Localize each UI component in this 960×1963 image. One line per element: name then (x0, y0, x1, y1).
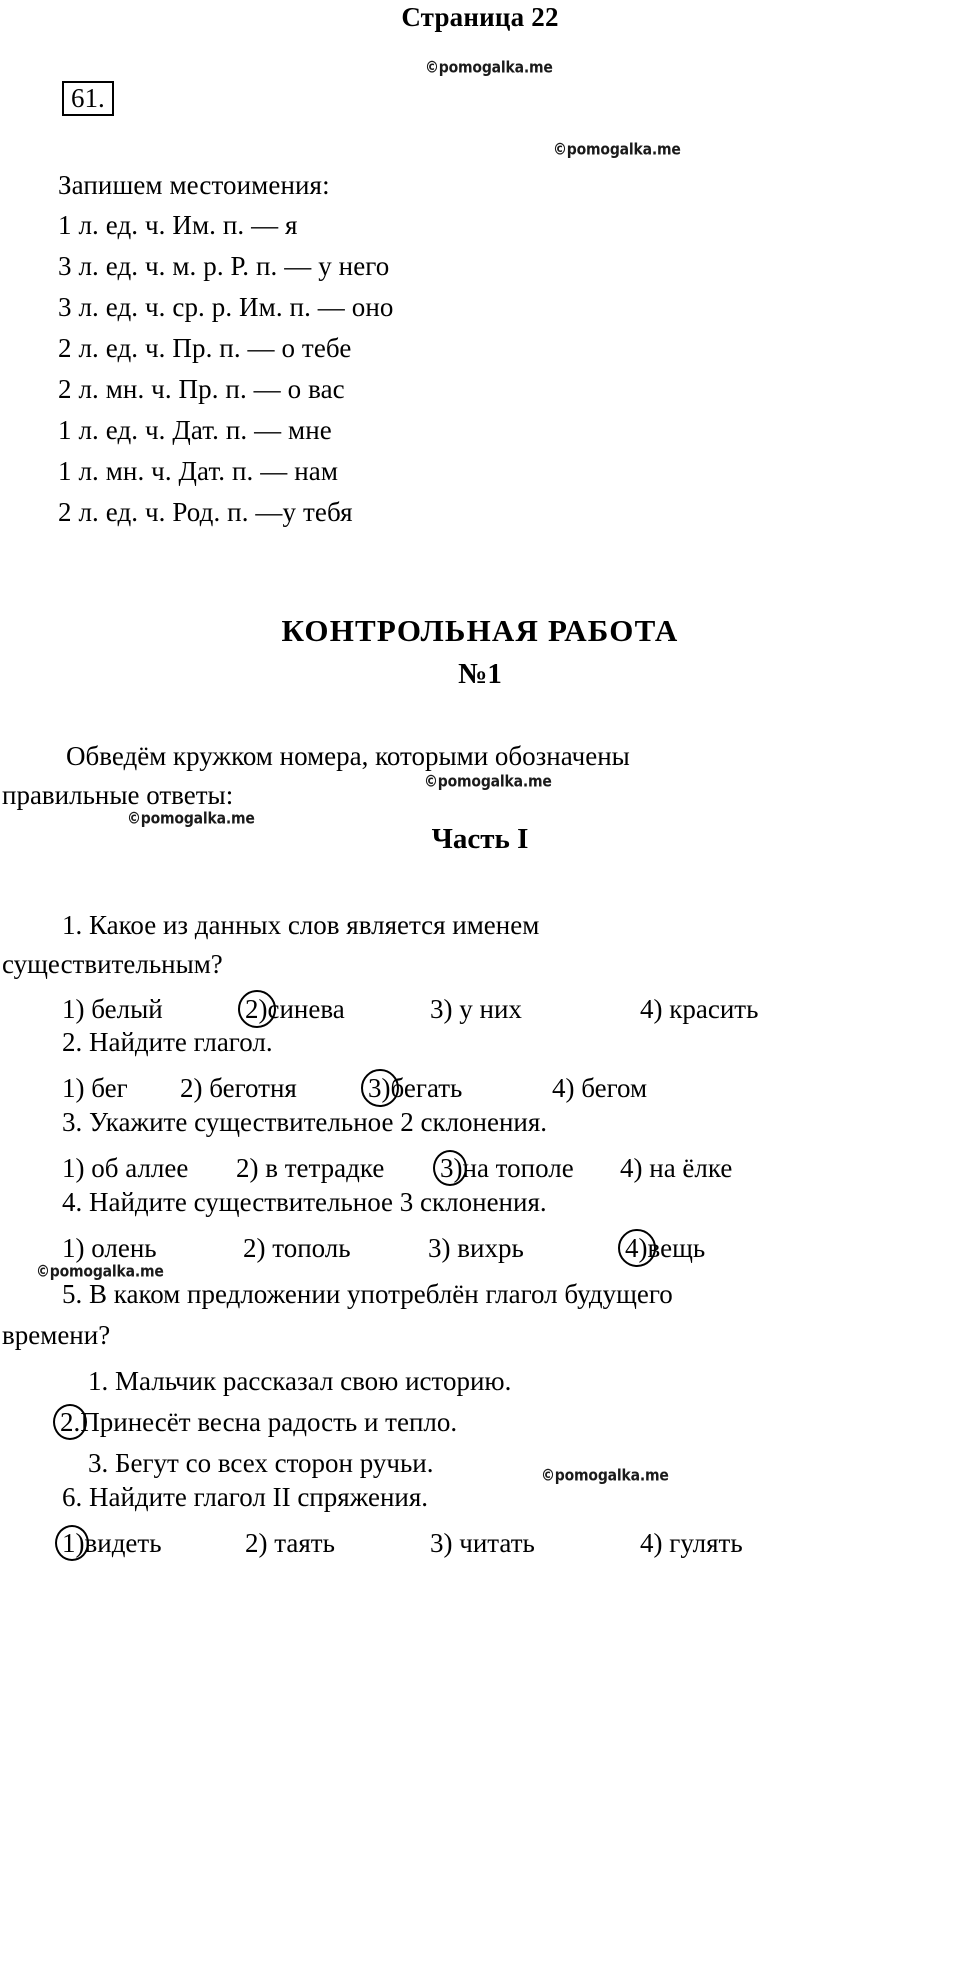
option-label: таять (274, 1528, 335, 1558)
option-marker: 2) (180, 1073, 203, 1103)
option-2[interactable] (236, 1148, 384, 1188)
option-marker: 1. (88, 1366, 109, 1396)
option-label: гулять (669, 1528, 743, 1558)
watermark: ©pomogalka.me (424, 773, 552, 791)
option-label: синева (267, 994, 345, 1024)
option-label: Бегут со всех сторон ручьи. (115, 1448, 434, 1478)
instruction-line-1: Обведём кружком номера, которыми обозначены (66, 741, 630, 771)
page-title: Страница 22 (401, 2, 559, 32)
option-3[interactable] (430, 1523, 535, 1563)
exercise61-intro: Запишем местоимения: (58, 170, 330, 200)
answer-circle-marker: 3) (368, 1068, 391, 1108)
option-marker: 4) (552, 1073, 575, 1103)
option-label: у них (459, 994, 522, 1024)
option-label: беготня (209, 1073, 297, 1103)
question-6-text: 6. Найдите глагол II спряжения. (62, 1482, 429, 1512)
option-3-selected[interactable] (368, 1068, 462, 1108)
question-5-text-line-2: времени? (2, 1320, 111, 1350)
instruction-line-2: правильные ответы: (2, 780, 234, 810)
test-heading-number: №1 (458, 658, 502, 690)
option-marker: 3) (430, 1528, 453, 1558)
option-1[interactable] (62, 1228, 157, 1268)
question-4-text: 4. Найдите существительное 3 склонения. (62, 1187, 547, 1217)
question-1-text-line-2: существительным? (2, 949, 223, 979)
option-label: олень (91, 1233, 157, 1263)
option-marker: 1) (62, 994, 85, 1024)
option-4-selected[interactable] (625, 1228, 705, 1268)
question-3-options (0, 1148, 960, 1188)
option-label: вещь (647, 1233, 706, 1263)
pronoun-line: 3 л. ед. ч. ср. р. Им. п. — оно (58, 292, 394, 322)
option-marker: 3. (88, 1448, 109, 1478)
option-label: бегом (581, 1073, 648, 1103)
option-4[interactable] (640, 1523, 743, 1563)
option-3[interactable] (430, 989, 522, 1029)
question-2-text: 2. Найдите глагол. (62, 1027, 273, 1057)
option-1[interactable] (62, 1068, 128, 1108)
pronoun-line: 1 л. ед. ч. Дат. п. — мне (58, 415, 332, 445)
answer-circle-marker: 3) (440, 1148, 463, 1188)
question-1-options (0, 989, 960, 1029)
question-5-option-1 (0, 1361, 960, 1401)
option-label: красить (669, 994, 759, 1024)
option-label: белый (91, 994, 163, 1024)
option-2-selected[interactable] (245, 989, 345, 1029)
question-2-options (0, 1068, 960, 1108)
option-marker: 4) (640, 994, 663, 1024)
option-3-selected[interactable] (440, 1148, 574, 1188)
question-5-text-line-1: 5. В каком предложении употреблён глагол будущего (62, 1279, 673, 1309)
option-marker: 2) (243, 1233, 266, 1263)
pronoun-line: 2 л. мн. ч. Пр. п. — о вас (58, 374, 345, 404)
pronoun-line: 3 л. ед. ч. м. р. Р. п. — у него (58, 251, 390, 281)
option-2-selected[interactable] (60, 1402, 457, 1442)
option-label: Мальчик рассказал свою историю. (115, 1366, 512, 1396)
option-1[interactable] (88, 1361, 511, 1401)
option-label: на тополе (462, 1153, 574, 1183)
pronoun-line: 1 л. ед. ч. Им. п. — я (58, 210, 298, 240)
option-marker: 2) (236, 1153, 259, 1183)
answer-circle-marker: 1) (62, 1523, 85, 1563)
option-3[interactable] (428, 1228, 524, 1268)
option-label: в тетрадке (265, 1153, 385, 1183)
watermark: ©pomogalka.me (541, 1467, 669, 1485)
question-1-text-line-1: 1. Какое из данных слов является именем (62, 910, 540, 940)
option-marker: 4) (620, 1153, 643, 1183)
option-label: бегать (390, 1073, 463, 1103)
question-3-text: 3. Укажите существительное 2 склонения. (62, 1107, 548, 1137)
option-marker: 3) (428, 1233, 451, 1263)
option-label: об аллее (91, 1153, 189, 1183)
question-5-option-2 (0, 1402, 960, 1442)
option-label: видеть (84, 1528, 162, 1558)
watermark: ©pomogalka.me (553, 141, 681, 159)
answer-circle-marker: 2) (245, 989, 268, 1029)
question-4-options (0, 1228, 960, 1268)
option-label: вихрь (457, 1233, 524, 1263)
option-4[interactable] (640, 989, 758, 1029)
option-label: на ёлке (649, 1153, 733, 1183)
option-marker: 1) (62, 1233, 85, 1263)
question-5-option-3 (0, 1443, 960, 1483)
option-4[interactable] (552, 1068, 647, 1108)
option-marker: 4) (640, 1528, 663, 1558)
option-label: Принесёт весна радость и тепло. (80, 1407, 458, 1437)
option-1[interactable] (62, 989, 163, 1029)
option-label: тополь (272, 1233, 351, 1263)
option-4[interactable] (620, 1148, 732, 1188)
exercise-number-box: 61. (62, 81, 114, 116)
option-2[interactable] (180, 1068, 297, 1108)
option-2[interactable] (245, 1523, 335, 1563)
watermark: ©pomogalka.me (425, 59, 553, 77)
answer-circle-marker: 2. (60, 1402, 80, 1442)
watermark: ©pomogalka.me (127, 810, 255, 828)
option-label: читать (459, 1528, 535, 1558)
option-1[interactable] (62, 1148, 188, 1188)
option-marker: 2) (245, 1528, 268, 1558)
option-label: бег (91, 1073, 128, 1103)
pronoun-line: 1 л. мн. ч. Дат. п. — нам (58, 456, 339, 486)
answer-circle-marker: 4) (625, 1228, 648, 1268)
question-6-options (0, 1523, 960, 1563)
option-2[interactable] (243, 1228, 351, 1268)
option-marker: 3) (430, 994, 453, 1024)
option-1-selected[interactable] (62, 1523, 162, 1563)
part-heading: Часть I (431, 823, 529, 855)
pronoun-line: 2 л. ед. ч. Род. п. —у тебя (58, 497, 353, 527)
pronoun-line: 2 л. ед. ч. Пр. п. — о тебе (58, 333, 352, 363)
option-marker: 1) (62, 1073, 85, 1103)
test-heading: КОНТРОЛЬНАЯ РАБОТА (281, 613, 679, 648)
option-3[interactable] (88, 1443, 434, 1483)
option-marker: 1) (62, 1153, 85, 1183)
watermark: ©pomogalka.me (36, 1263, 164, 1281)
